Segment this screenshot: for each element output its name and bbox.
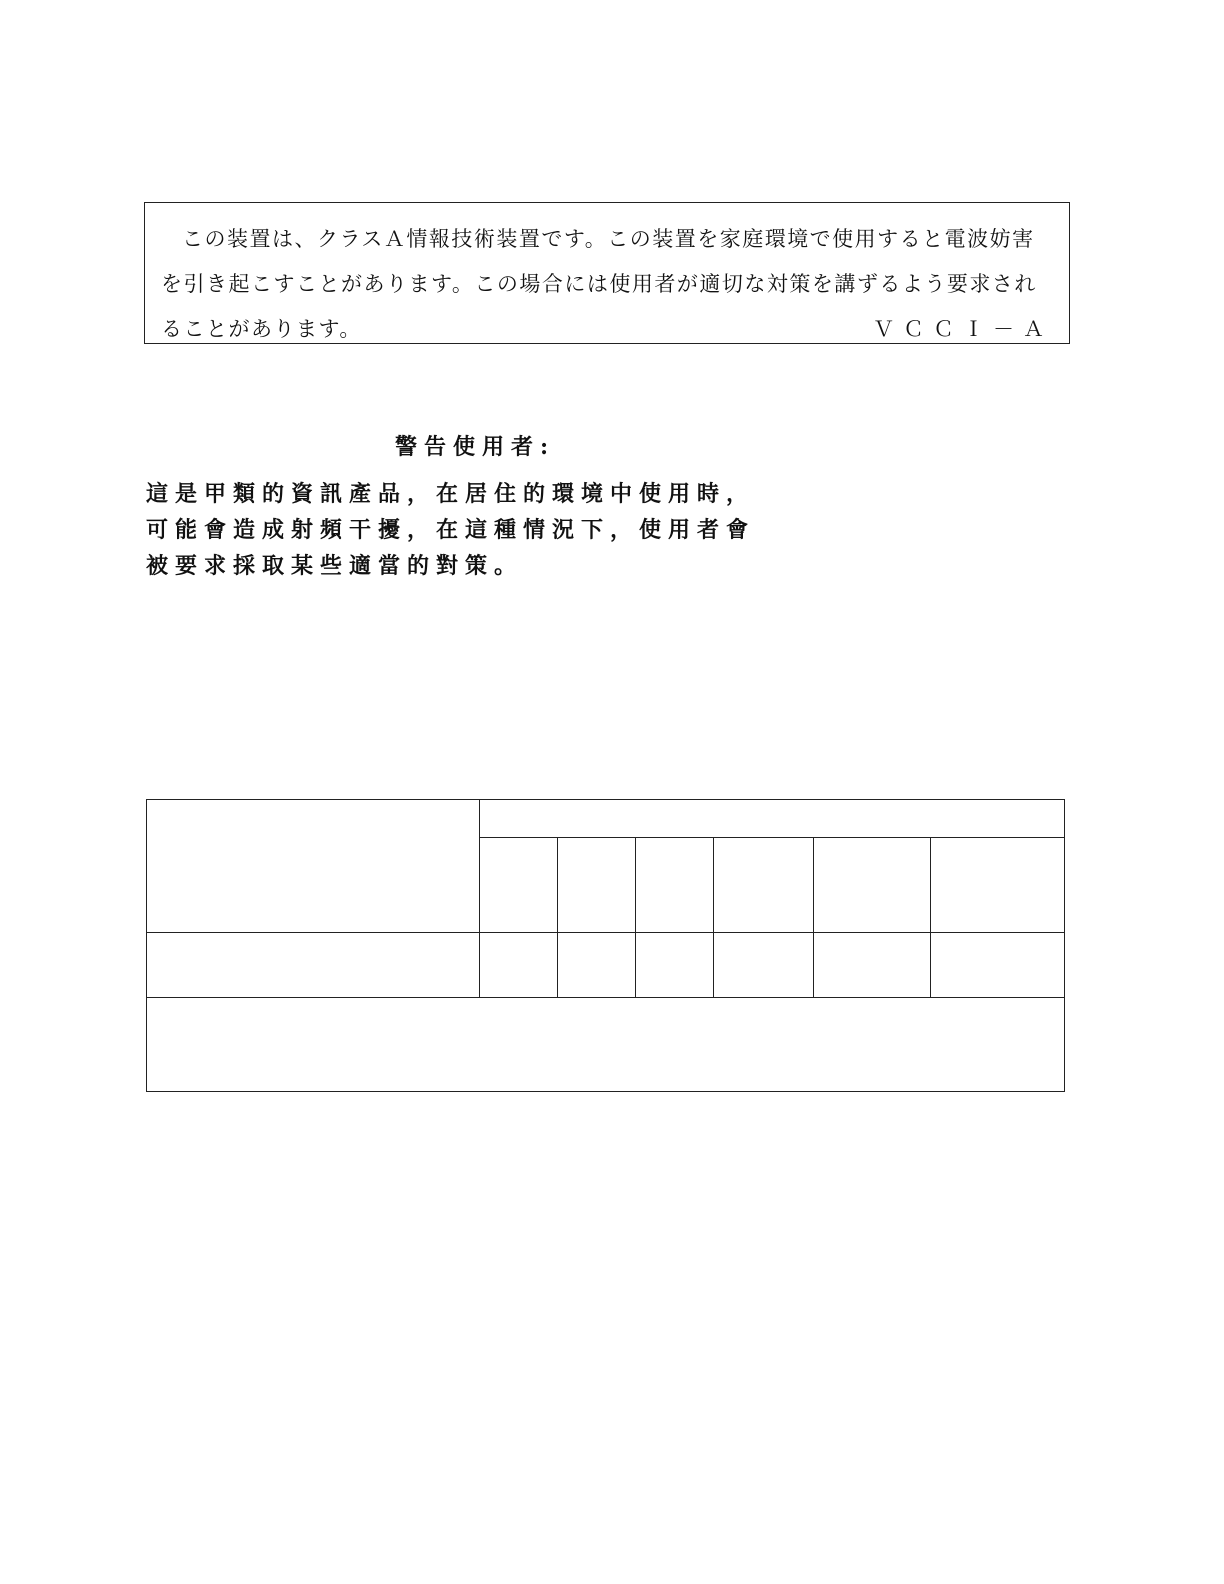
table-header-col-5 xyxy=(814,838,931,933)
table-header-col-3 xyxy=(636,838,714,933)
empty-substance-table xyxy=(146,799,1065,1092)
vcci-notice-line-3-text: ることがあります。 xyxy=(161,317,362,341)
table-header-col-1 xyxy=(480,838,558,933)
table-footnote-row xyxy=(147,998,1065,1092)
table-cell xyxy=(814,933,931,998)
taiwan-warning-line-1: 這是甲類的資訊產品，在居住的環境中使用時， xyxy=(146,481,756,507)
table-cell xyxy=(147,933,480,998)
table-header-col-4 xyxy=(714,838,814,933)
taiwan-warning-line-3: 被要求採取某些適當的對策。 xyxy=(146,553,524,579)
table-header-col-6 xyxy=(931,838,1065,933)
table-header-row-top xyxy=(147,800,1065,838)
table-footnote-cell xyxy=(147,998,1065,1092)
table-cell xyxy=(480,933,558,998)
table-header-label-cell xyxy=(147,800,480,933)
table-cell xyxy=(636,933,714,998)
taiwan-warning-body xyxy=(146,476,866,584)
table-cell xyxy=(931,933,1065,998)
taiwan-warning-title: 警告使用者: xyxy=(395,434,556,460)
vcci-notice-line-2: を引き起こすことがあります。この場合には使用者が適切な対策を講ずるよう要求され xyxy=(161,272,1037,296)
vcci-notice-line-3 xyxy=(161,307,1053,352)
vcci-notice-box xyxy=(144,202,1070,344)
table-cell xyxy=(714,933,814,998)
taiwan-warning-line-2: 可能會造成射頻干擾，在這種情況下，使用者會 xyxy=(146,517,756,543)
table-header-col-2 xyxy=(558,838,636,933)
vcci-notice-line-1: この装置は、クラスＡ情報技術装置です。この装置を家庭環境で使用すると電波妨害 xyxy=(182,227,1035,251)
table-header-group-cell xyxy=(480,800,1065,838)
table-cell xyxy=(558,933,636,998)
vcci-class-code: ＶＣＣＩ－Ａ xyxy=(873,317,1053,341)
table-row xyxy=(147,933,1065,998)
